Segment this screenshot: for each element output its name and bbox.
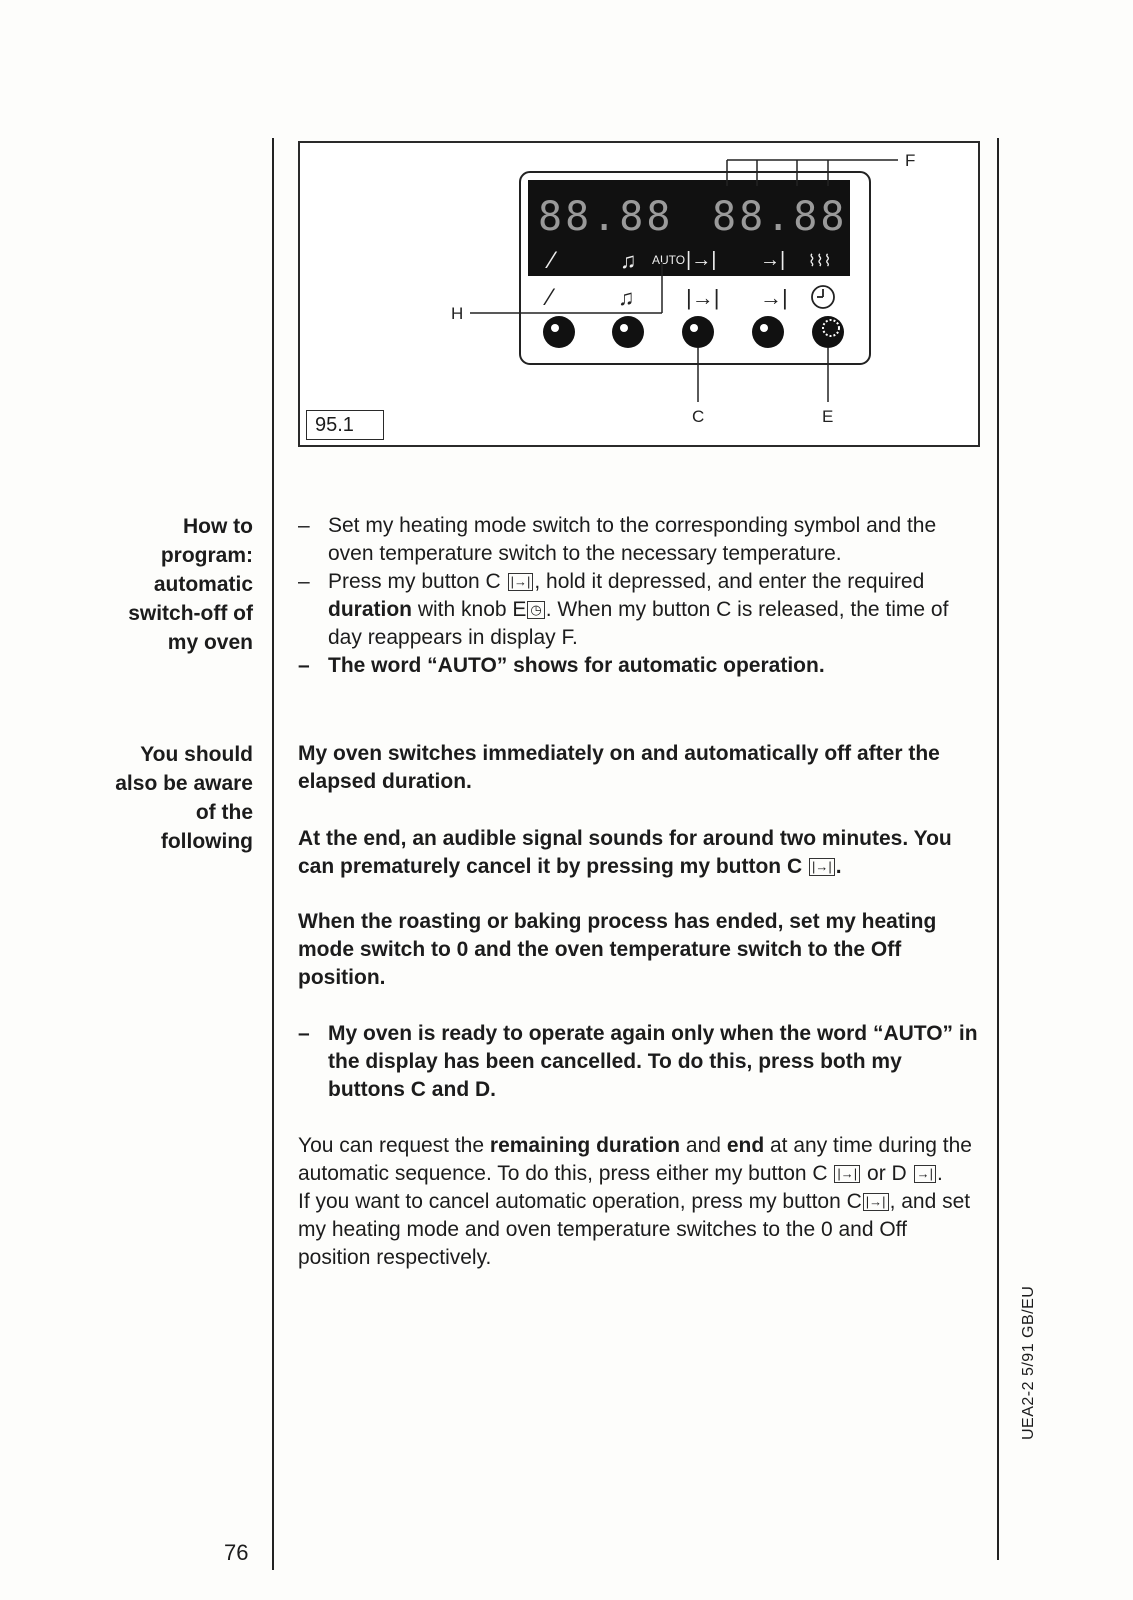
bell-symbol: ♫ [618,285,635,310]
roast-symbol: ⁄ [548,284,553,311]
note-audible-signal: At the end, an audible signal sounds for around two minutes. You can prematurely cancel it by pressing my button C |→| . [298,827,952,878]
display-bell-icon: ♫ [620,248,637,273]
duration-key-icon: |→| [834,1165,860,1183]
note-remaining-duration: You can request the remaining duration and end at any time during the automatic sequence. To do this, press either my button C |→| or D →| . If you want to cancel automatic operation, press my button C |→| , and set my heating mode and oven temperature switches to the 0 and Off position respectively. [298,1134,972,1269]
document-code: UEA2-2 5/91 GB/EU [1020,1285,1037,1440]
display-digits-left: 88.88 [538,194,674,240]
heading-also-be-aware: You should also be aware of the following [115,743,253,853]
display-end-icon: →| [760,249,786,271]
step-2: – Press my button C |→| , hold it depressed, and enter the required duration with knob E ◷ . When my button C is released, the time of day reappears in display F. [298,570,949,649]
heading-how-to-program: How to program: automatic switch-off of my oven [128,515,253,654]
note-ready-again: – My oven is ready to operate again only when the word “AUTO” in the display has been cancelled. To do this, press both my buttons C and D. [298,1022,978,1101]
figure-number: 95.1 [306,410,384,440]
knob-D [752,316,784,348]
control-panel-diagram [0,0,1133,460]
display-roast-icon: ⁄ [550,247,555,274]
callout-E: E [822,407,834,426]
callout-C: C [692,407,705,426]
end-symbol: →| [760,285,788,310]
clock-knob-icon: ◷ [527,601,544,619]
knob-C [682,316,714,348]
callout-H: H [451,304,464,323]
display-duration-icon: |→| [686,249,717,271]
page-number: 76 [224,1540,249,1565]
display-heat-icon: ⌇⌇⌇ [808,253,832,270]
knob-E [812,316,844,348]
knob-A [543,316,575,348]
duration-symbol: |→| [686,285,720,310]
step-3: – The word “AUTO” shows for automatic operation. [298,654,825,677]
callout-F: F [905,151,916,170]
end-key-icon: →| [914,1165,936,1183]
display-auto-label: AUTO [652,253,686,267]
steps-list [298,512,978,680]
duration-key-icon: |→| [508,573,534,591]
note-switch-off: When the roasting or baking process has ended, set my heating mode switch to 0 and the oven temperature switch to the Off position. [298,910,937,989]
display-digits-right: 88.88 [712,194,848,240]
note-immediate-switch: My oven switches immediately on and automatically off after the elapsed duration. [298,742,940,793]
duration-key-icon: |→| [863,1193,889,1211]
step-1: – Set my heating mode switch to the corresponding symbol and the oven temperature switch to the necessary temperature. [298,514,937,565]
knob-B [612,316,644,348]
duration-key-icon: |→| [809,858,835,876]
